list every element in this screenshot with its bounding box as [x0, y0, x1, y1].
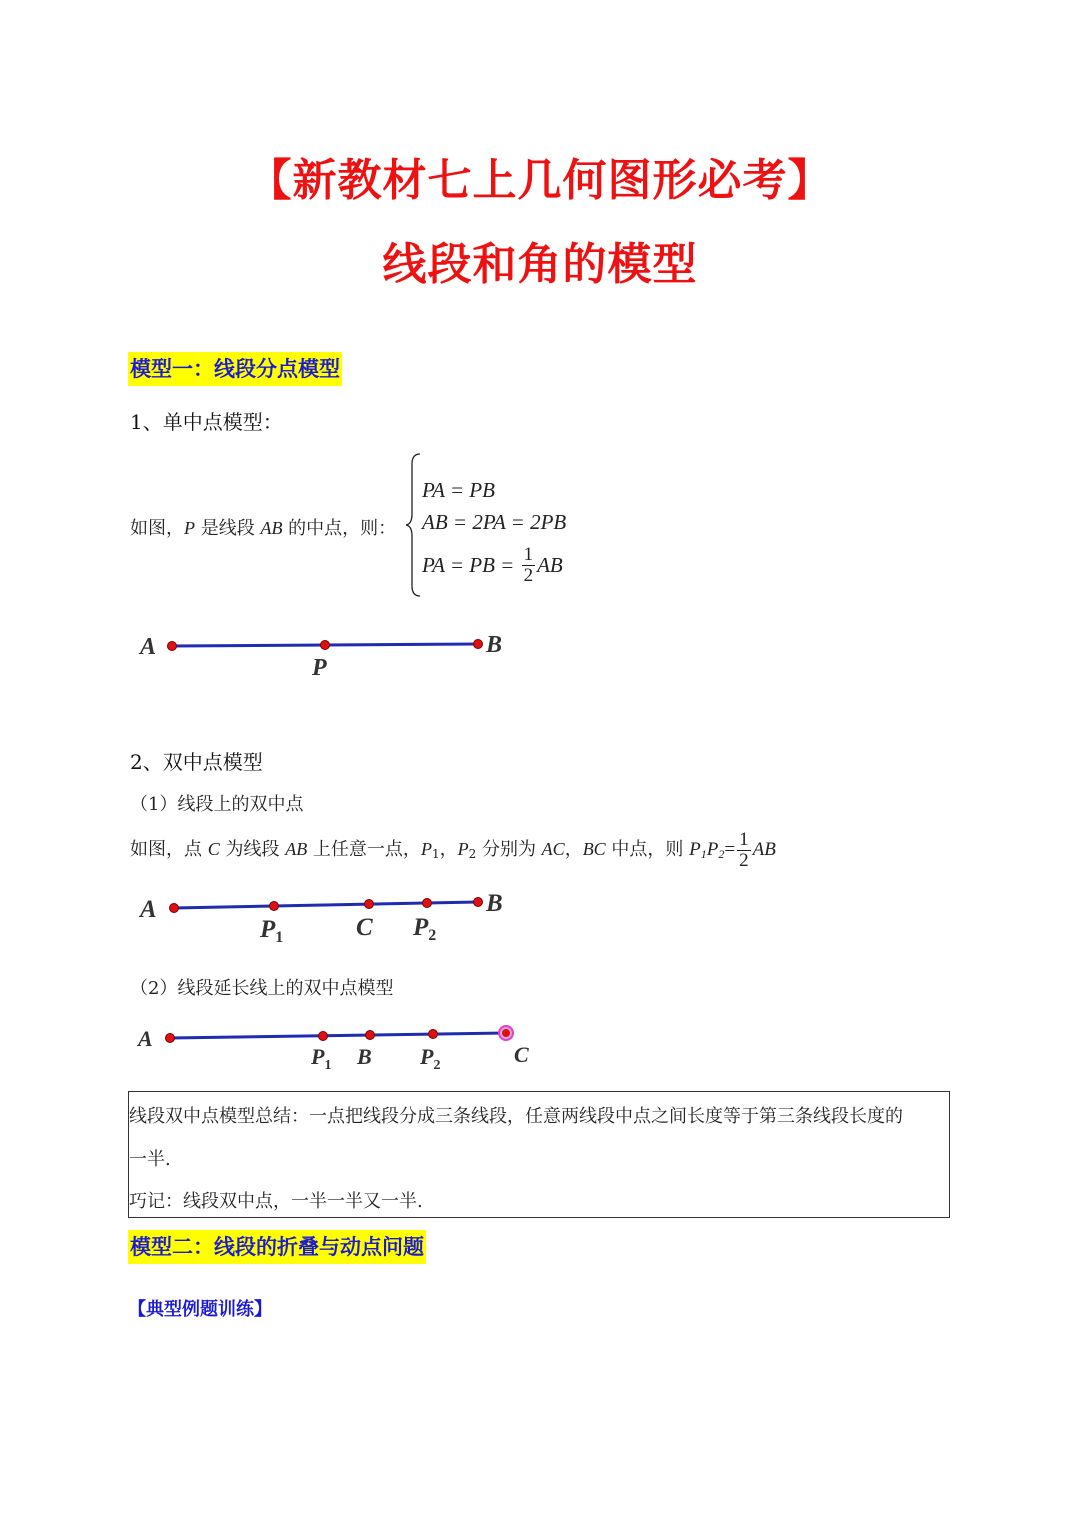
item2-sentence: 如图，点 C 为线段 AB 上任意一点，$P_1$，$P_2$ 分别为 AC，BC 中点，则 $P_1P_2=$ $\frac{1}{2}$ AB	[130, 829, 776, 872]
summary-box	[128, 1091, 950, 1218]
label-a: A	[140, 634, 157, 660]
point-c	[502, 1029, 510, 1037]
model1-heading: 模型一：线段分点模型	[128, 352, 342, 386]
equation-1: PA = PB	[422, 478, 495, 502]
item1-sentence: 如图，P 是线段 AB 的中点，则：	[130, 518, 397, 539]
figure-double-midpoint-on-segment	[130, 885, 530, 950]
point-p2	[423, 899, 432, 908]
label-c: C	[356, 914, 373, 941]
label-a: A	[140, 896, 157, 923]
item2-sub2: （2）线段延长线上的双中点模型	[130, 978, 394, 999]
model2-heading: 模型二：线段的折叠与动点问题	[128, 1230, 426, 1264]
point-b	[474, 898, 483, 907]
label-c: C	[514, 1042, 529, 1067]
item1-label: 1、单中点模型：	[130, 410, 283, 434]
page-subtitle: 线段和角的模型	[382, 239, 698, 290]
label-a: A	[138, 1026, 153, 1051]
equation-2: AB = 2PA = 2PB	[422, 510, 567, 534]
label-b: B	[486, 632, 503, 658]
equation-3: PA = PB = $\frac{1}{2}$ AB	[422, 544, 563, 586]
summary-line-2: 一半.	[129, 1149, 171, 1170]
label-b: B	[357, 1044, 372, 1069]
point-a	[168, 642, 177, 651]
example-label: 【典型例题训练】	[128, 1299, 272, 1320]
item2-label: 2、双中点模型	[130, 750, 263, 774]
point-a	[166, 1034, 175, 1043]
summary-line-1: 线段双中点模型总结：一点把线段分成三条线段，任意两线段中点之间长度等于第三条线段长度的	[129, 1106, 903, 1127]
point-a	[170, 904, 179, 913]
figure-double-midpoint-extension	[130, 1018, 550, 1073]
summary-line-3: 巧记：线段双中点，一半一半又一半.	[129, 1191, 423, 1212]
point-p1	[319, 1032, 328, 1041]
point-p1	[270, 902, 279, 911]
label-p1: $P_1$	[260, 916, 284, 946]
label-p: P	[312, 655, 327, 681]
figure-single-midpoint	[130, 625, 530, 685]
item2-sub1: （1）线段上的双中点	[130, 794, 304, 815]
label-p2: $P_2$	[420, 1044, 441, 1073]
label-b: B	[486, 890, 503, 917]
label-p1: $P_1$	[311, 1044, 332, 1073]
point-c	[365, 900, 374, 909]
point-b	[474, 640, 483, 649]
point-p2	[429, 1030, 438, 1039]
page-title: 【新教材七上几何图形必考】	[247, 155, 833, 206]
point-b	[366, 1031, 375, 1040]
point-p	[321, 641, 330, 650]
left-brace-icon	[404, 452, 424, 598]
label-p2: $P_2$	[413, 914, 437, 944]
